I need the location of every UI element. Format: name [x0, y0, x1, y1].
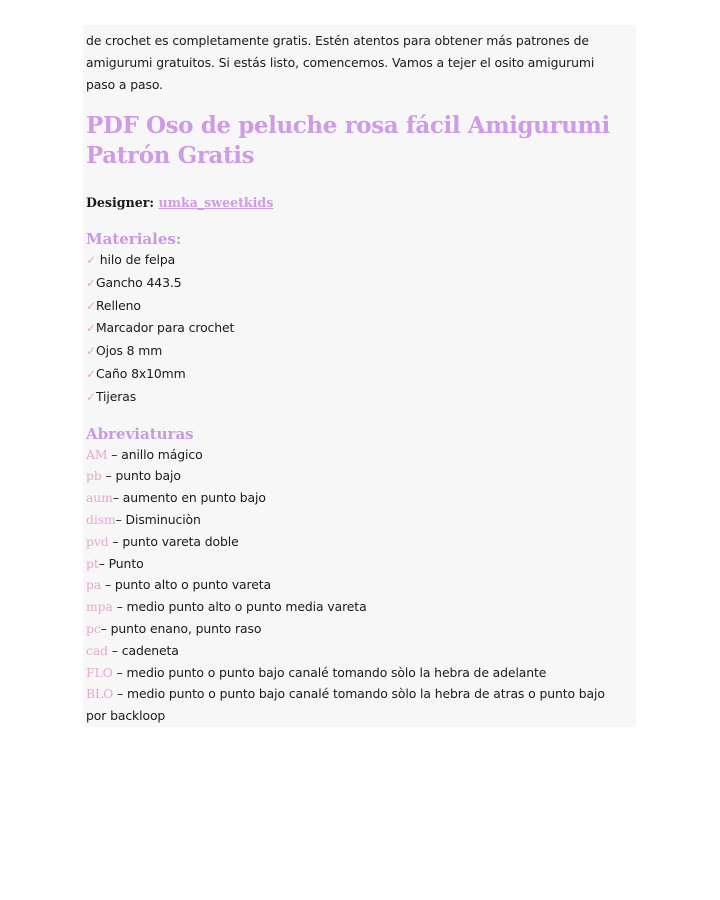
abbreviations-heading: Abreviaturas [86, 424, 194, 443]
article-content [86, 30, 626, 727]
designer-link[interactable]: umka_sweetkids [158, 195, 274, 210]
check-icon: ✓ [86, 321, 96, 336]
abbreviation-desc: – punto enano, punto raso [100, 620, 262, 636]
abbreviation-code: cad [86, 642, 108, 658]
designer-label: Designer: [86, 195, 155, 210]
abbreviation-code: FLO [86, 664, 113, 680]
material-item: ✓Caño 8x10mm [86, 365, 186, 381]
abbreviation-code: pc [86, 620, 101, 636]
abbreviation-code: dism [86, 511, 116, 527]
check-icon: ✓ [86, 275, 96, 290]
abbreviation-code: pb [86, 468, 102, 484]
material-item: ✓Ojos 8 mm [86, 343, 163, 359]
abbreviation-desc: – medio punto o punto bajo canalé tomando sòlo la hebra de adelante [112, 664, 547, 680]
material-item: ✓Relleno [86, 297, 141, 313]
abbreviation-item [86, 531, 626, 553]
abbreviation-code: AM [86, 446, 108, 462]
abbreviation-code: pvd [86, 533, 109, 549]
materials-list [86, 249, 626, 409]
abbreviation-item [86, 662, 626, 684]
materials-heading: Materiales: [86, 230, 182, 248]
abbreviation-code: aum [86, 490, 113, 506]
designer-credit [86, 194, 626, 212]
abbreviation-item [86, 618, 626, 640]
page-title: PDF Oso de peluche rosa fácil Amigurumi Patrón Gratis [86, 112, 610, 169]
abbreviation-code: pa [86, 577, 102, 593]
abbreviation-desc: – Disminuciòn [115, 511, 201, 527]
material-item: ✓ hilo de felpa [86, 252, 176, 267]
abbreviation-code: BLO [86, 686, 114, 702]
abbreviation-item [86, 683, 626, 727]
abbreviation-desc: – punto bajo [101, 468, 181, 484]
abbreviation-item [86, 553, 626, 575]
material-item: ✓Gancho 443.5 [86, 274, 182, 290]
abbreviation-item [86, 487, 626, 509]
abbreviation-desc: – medio punto alto o punto media vareta [112, 599, 367, 615]
material-item: ✓Marcador para crochet [86, 320, 235, 336]
abbreviation-desc: – cadeneta [107, 642, 179, 658]
abbreviation-item [86, 444, 626, 466]
abbreviation-item [86, 465, 626, 487]
abbreviation-desc: – punto vareta doble [108, 533, 239, 549]
abbreviation-desc: – punto alto o punto vareta [101, 577, 272, 593]
abbreviation-desc: – aumento en punto bajo [112, 490, 266, 506]
abbreviation-item [86, 509, 626, 531]
abbreviation-item [86, 640, 626, 662]
abbreviation-desc: – anillo mágico [107, 446, 203, 462]
abbreviations-list [86, 444, 626, 727]
check-icon: ✓ [86, 253, 96, 267]
check-icon: ✓ [86, 389, 96, 404]
abbreviation-desc: – Punto [98, 555, 144, 571]
check-icon: ✓ [86, 298, 96, 313]
intro-paragraph: de crochet es completamente gratis. Estén atentos para obtener más patrones de amigurumi gratuitos. Si estás listo, comencemos. Vamos a tejer el osito amigurumi paso a paso. [86, 33, 595, 92]
check-icon: ✓ [86, 344, 96, 359]
abbreviation-code: mpa [86, 599, 113, 615]
abbreviation-item [86, 596, 626, 618]
check-icon: ✓ [86, 366, 96, 381]
abbreviation-desc: – medio punto o punto bajo canalé tomando sòlo la hebra de atras o punto bajo por backloop [86, 686, 605, 724]
abbreviation-code: pt [86, 555, 99, 571]
abbreviation-item [86, 574, 626, 596]
material-item: ✓Tijeras [86, 388, 137, 404]
